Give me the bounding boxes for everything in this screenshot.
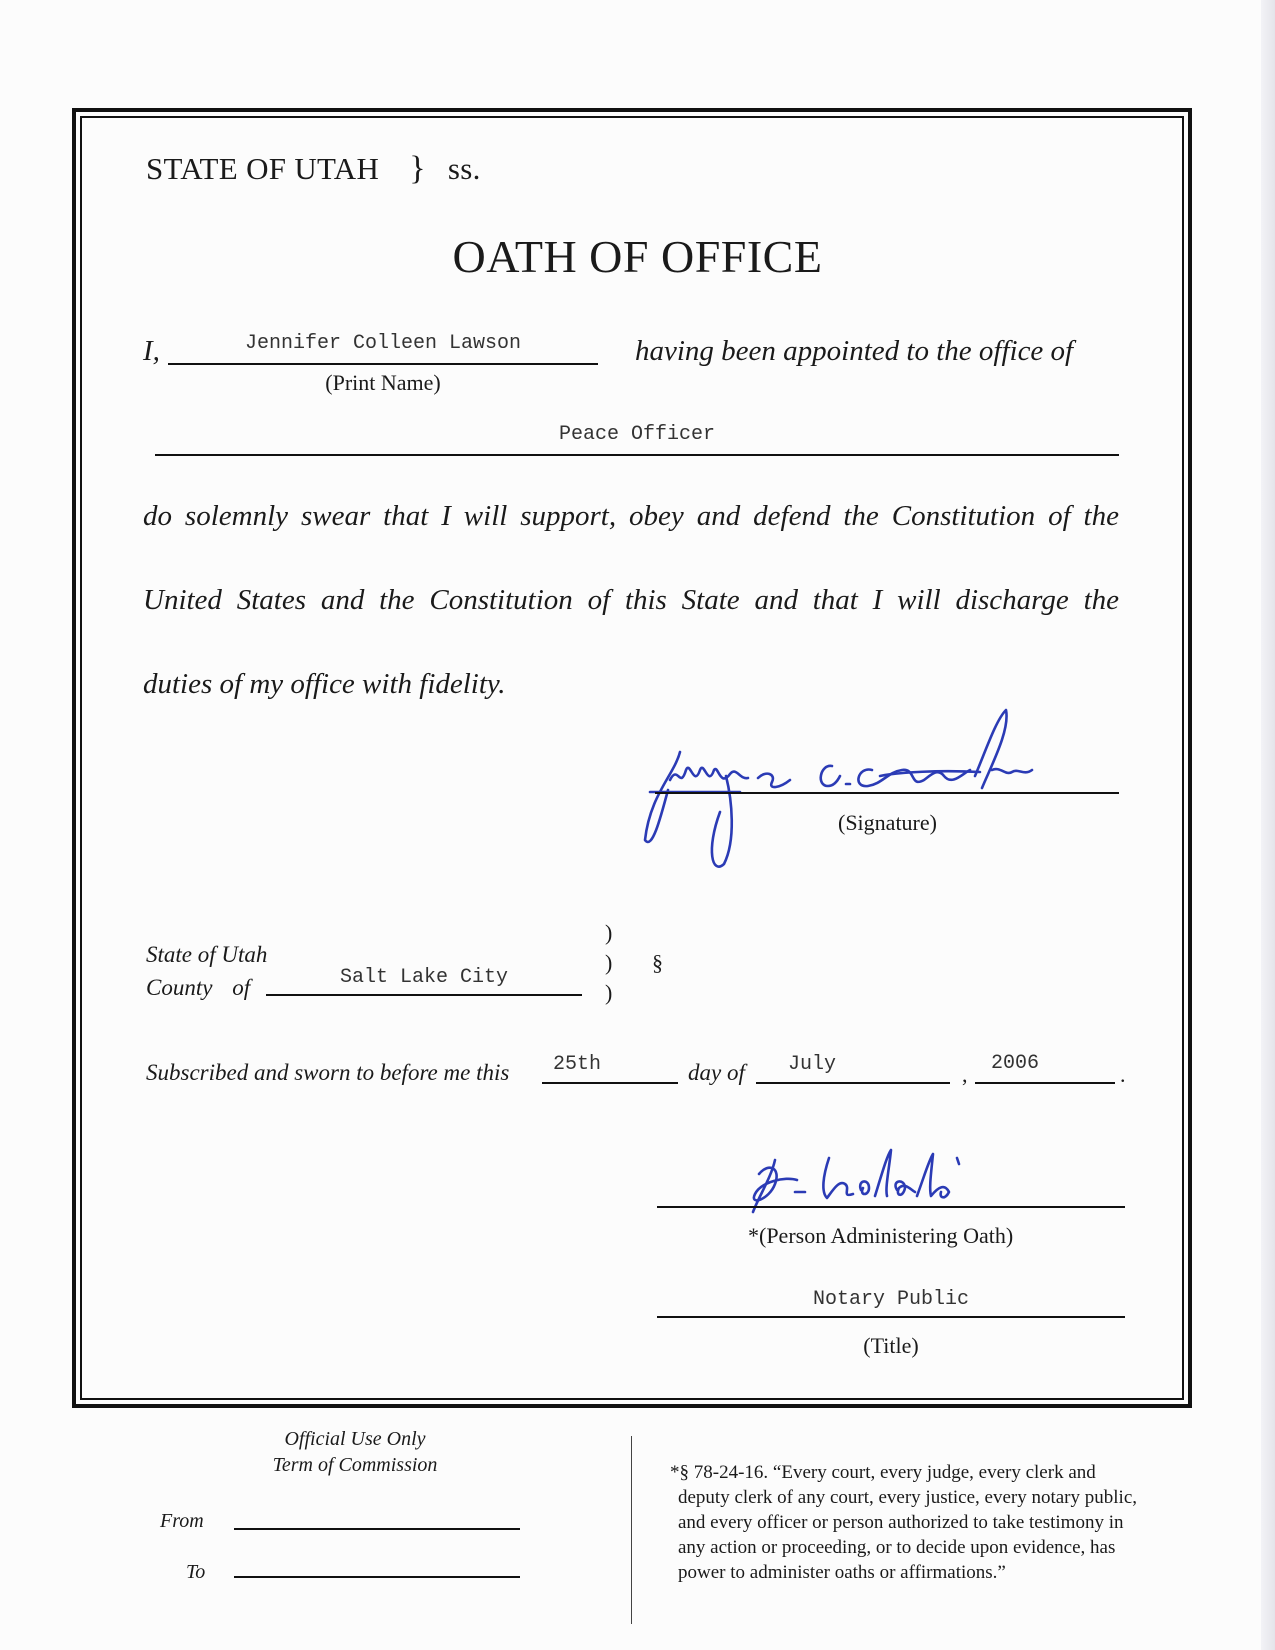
document-title: OATH OF OFFICE (452, 231, 823, 282)
officer-signature (640, 700, 1070, 870)
sworn-day-of-label: day of (688, 1060, 745, 1085)
signature-caption: (Signature) (838, 810, 937, 835)
official-use-heading: Official Use Only (284, 1428, 426, 1450)
signature-line (655, 792, 1119, 794)
office-value: Peace Officer (558, 423, 716, 446)
brace-symbol: } (409, 150, 426, 187)
county-line (266, 994, 582, 996)
venue-paren-2: ) (605, 950, 613, 975)
oath-paragraph-line-3: duties of my office with fidelity. (143, 668, 506, 700)
county-value: Salt Lake City (339, 966, 509, 989)
sworn-year-value: 2006 (990, 1052, 1039, 1075)
administrator-title-value: Notary Public (812, 1288, 970, 1311)
footnote-line-5: power to administer oaths or affirmations.” (678, 1562, 1006, 1583)
sworn-year-line (975, 1082, 1115, 1084)
oath-paragraph-line-1: do solemnly swear that I will support, obey and defend the Constitution of the (143, 500, 1119, 532)
administrator-title-line (657, 1316, 1125, 1318)
county-label: County (146, 975, 213, 1000)
term-of-commission-heading: Term of Commission (272, 1454, 438, 1476)
footnote-line-3: and every officer or person authorized to take testimony in (678, 1512, 1124, 1533)
venue-state-label: State of Utah (146, 942, 268, 967)
section-symbol: § (652, 950, 663, 975)
footnote-line-1: *§ 78-24-16. “Every court, every judge, every clerk and (670, 1462, 1096, 1483)
sworn-month-value: July (787, 1053, 836, 1076)
venue-county-label (146, 975, 250, 1001)
from-label: From (160, 1510, 204, 1532)
sworn-period: . (1120, 1062, 1126, 1087)
sworn-comma: , (962, 1062, 968, 1087)
administrator-title-caption: (Title) (863, 1333, 919, 1358)
print-name-value: Jennifer Colleen Lawson (244, 332, 522, 355)
print-name-caption: (Print Name) (325, 370, 441, 395)
venue-paren-1: ) (605, 920, 613, 945)
footnote-line-2: deputy clerk of any court, every justice, every notary public, (678, 1487, 1137, 1508)
bottom-divider (631, 1436, 632, 1624)
i-label: I, (143, 335, 160, 367)
administrator-caption: *(Person Administering Oath) (748, 1223, 1014, 1248)
appointed-text: having been appointed to the office of (635, 335, 1074, 367)
print-name-line (168, 363, 598, 365)
to-line (234, 1576, 520, 1578)
to-label: To (186, 1561, 206, 1583)
sworn-lead-text: Subscribed and sworn to before me this (146, 1060, 510, 1085)
sworn-day-line (542, 1082, 678, 1084)
office-line (155, 454, 1119, 456)
oath-paragraph-line-2: United States and the Constitution of this State and that I will discharge the (143, 584, 1119, 616)
sworn-day-value: 25th (552, 1053, 601, 1076)
footnote-line-4: any action or proceeding, or to decide upon evidence, has (678, 1537, 1116, 1558)
state-heading (146, 150, 481, 188)
sworn-month-line (756, 1082, 950, 1084)
footnote (670, 1460, 1137, 1585)
from-line (234, 1528, 520, 1530)
administrator-signature (745, 1140, 1005, 1220)
county-of-label: of (232, 975, 251, 1000)
administrator-line (657, 1206, 1125, 1208)
venue-paren-3: ) (605, 980, 613, 1005)
state-label: STATE OF UTAH (146, 151, 380, 186)
ss-label: ss. (447, 151, 481, 186)
